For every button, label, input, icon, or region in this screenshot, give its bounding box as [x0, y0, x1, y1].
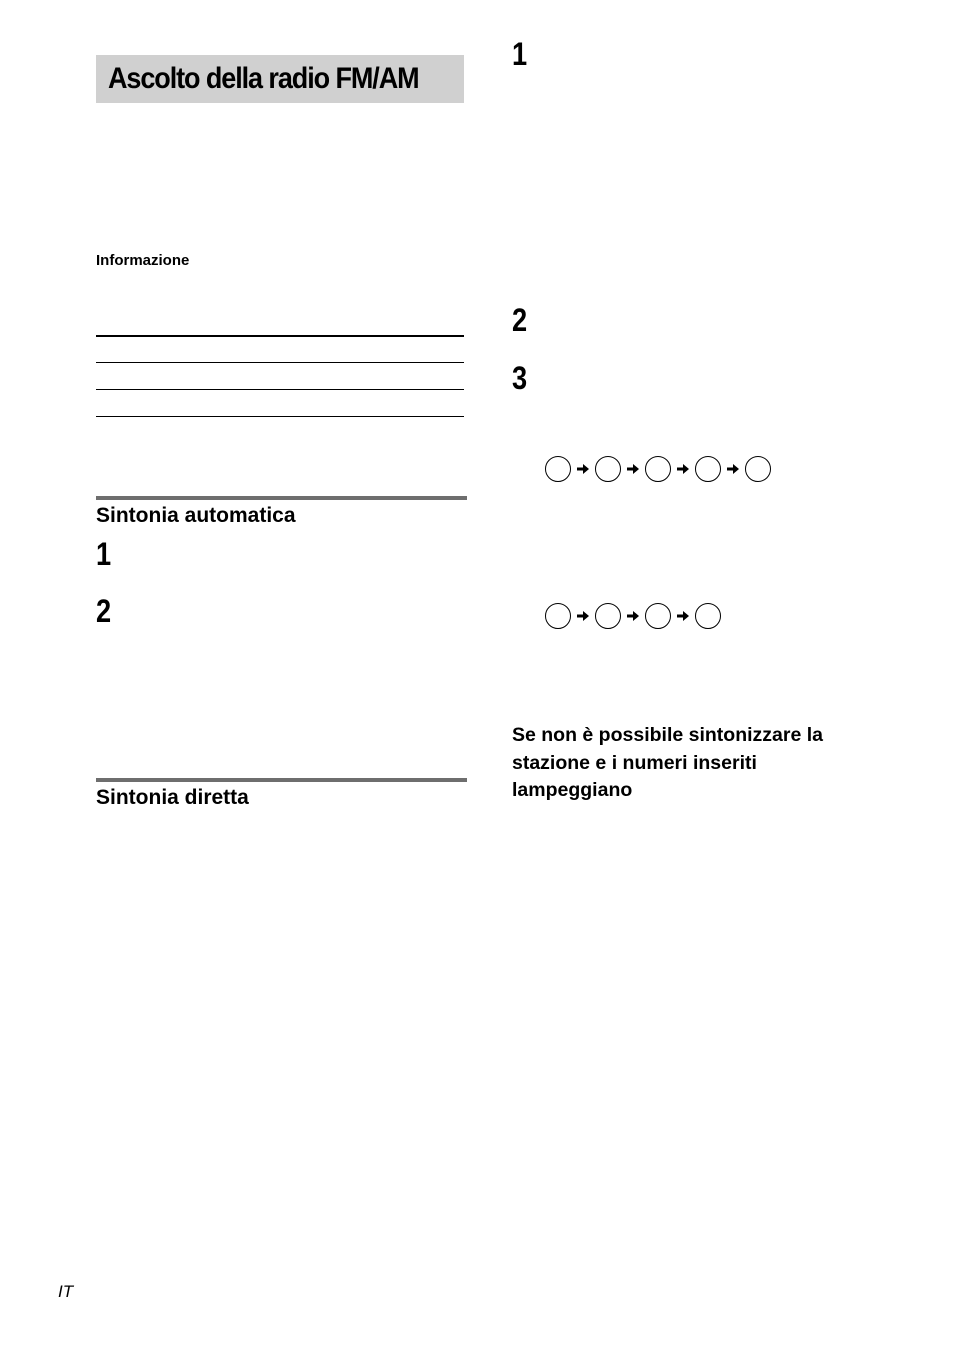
circle-key-icon [745, 456, 771, 482]
section-heading-direct-tuning: Sintonia diretta [96, 786, 249, 809]
table-rule-bottom [96, 416, 464, 417]
circle-key-icon [595, 456, 621, 482]
subheading-line: Se non è possibile sintonizzare la [512, 724, 823, 746]
circle-key-icon [645, 603, 671, 629]
auto-step-number: 2 [96, 593, 112, 629]
troubleshoot-subheading [512, 722, 892, 805]
section-rule-direct [96, 778, 467, 782]
auto-step-number: 1 [96, 536, 112, 572]
circle-key-icon [695, 456, 721, 482]
circle-key-icon [695, 603, 721, 629]
right-arrow-icon [671, 603, 695, 629]
right-step-number: 3 [512, 360, 528, 396]
right-arrow-icon [721, 456, 745, 482]
right-arrow-icon [571, 456, 595, 482]
table-rule [96, 362, 464, 363]
section-rule-auto [96, 496, 467, 500]
right-step-number: 2 [512, 302, 528, 338]
circle-key-icon [645, 456, 671, 482]
page-language-marker: IT [58, 1282, 74, 1301]
key-sequence-first [545, 456, 771, 482]
circle-key-icon [595, 603, 621, 629]
key-sequence-second [545, 603, 721, 629]
table-rule [96, 389, 464, 390]
right-step-number: 1 [512, 36, 528, 72]
circle-key-icon [545, 456, 571, 482]
right-arrow-icon [621, 603, 645, 629]
table-rule-top [96, 335, 464, 337]
right-arrow-icon [671, 456, 695, 482]
right-arrow-icon [621, 456, 645, 482]
right-arrow-icon [571, 603, 595, 629]
page-title: Ascolto della radio FM/AM [108, 62, 419, 95]
page-title-box [96, 55, 464, 103]
subheading-line: lampeggiano [512, 779, 633, 801]
circle-key-icon [545, 603, 571, 629]
info-label: Informazione [96, 252, 190, 269]
section-heading-auto-tuning: Sintonia automatica [96, 504, 296, 527]
subheading-line: stazione e i numeri inseriti [512, 751, 757, 774]
